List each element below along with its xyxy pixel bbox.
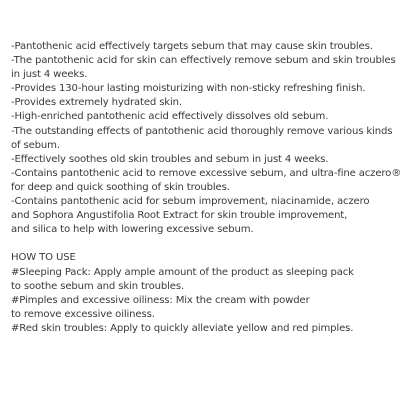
feature-line: and Sophora Angustifolia Root Extract for skin trouble improvement, <box>11 210 348 222</box>
feature-line: -Provides 130-hour lasting moisturizing with non-sticky refreshing finish. <box>11 83 366 95</box>
feature-line: -Effectively soothes old skin troubles and sebum in just 4 weeks. <box>11 153 329 165</box>
feature-line: for deep and quick soothing of skin troubles. <box>11 181 230 193</box>
how-to-use-heading: HOW TO USE <box>11 252 76 264</box>
feature-line: -Provides extremely hydrated skin. <box>11 97 182 109</box>
usage-line: #Pimples and excessive oiliness: Mix the cream with powder <box>11 294 310 306</box>
feature-line: -The pantothenic acid for skin can effectively remove sebum and skin troubles <box>11 55 396 67</box>
feature-line: -Contains pantothenic acid to remove excessive sebum, and ultra-fine aczero® <box>11 167 402 179</box>
feature-line: of sebum. <box>11 139 60 151</box>
feature-line: in just 4 weeks. <box>11 69 88 81</box>
description-text <box>11 40 411 336</box>
usage-line: to soothe sebum and skin troubles. <box>11 280 184 292</box>
usage-line: to remove excessive oiliness. <box>11 308 155 320</box>
feature-line: -High-enriched pantothenic acid effectively dissolves old sebum. <box>11 111 329 123</box>
feature-line: -Pantothenic acid effectively targets sebum that may cause skin troubles. <box>11 41 373 52</box>
usage-line: #Sleeping Pack: Apply ample amount of the product as sleeping pack <box>11 266 354 278</box>
feature-line: -The outstanding effects of pantothenic acid thoroughly remove various kinds <box>11 125 393 137</box>
feature-line: -Contains pantothenic acid for sebum improvement, niacinamide, aczero <box>11 196 370 208</box>
usage-line: #Red skin troubles: Apply to quickly alleviate yellow and red pimples. <box>11 322 354 334</box>
feature-line: and silica to help with lowering excessive sebum. <box>11 224 254 236</box>
section-spacer <box>11 237 411 251</box>
